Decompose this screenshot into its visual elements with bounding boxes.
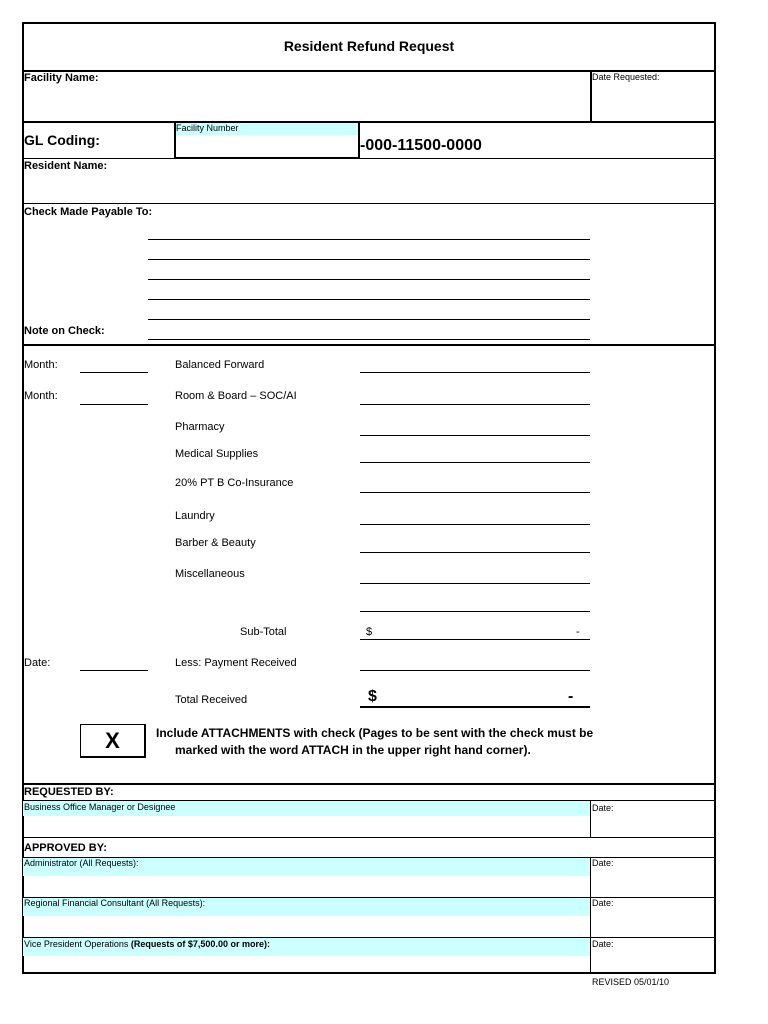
check-payable-label: Check Made Payable To: (24, 206, 153, 218)
month-field-2[interactable] (80, 404, 148, 405)
administrator-date-field[interactable] (594, 872, 712, 894)
charge-item-field[interactable] (360, 492, 590, 493)
requested-bottom (22, 837, 716, 838)
charges-divider (22, 783, 716, 785)
note-on-check-line[interactable] (148, 339, 590, 340)
resident-name-field[interactable] (24, 176, 712, 200)
payment-date-label: Date: (24, 657, 51, 669)
administrator-date-label: Date: (592, 858, 614, 868)
less-payment-field[interactable] (360, 670, 590, 671)
gl-divider (22, 158, 716, 159)
total-currency: $ (368, 688, 377, 705)
month-label-1: Month: (24, 359, 58, 371)
charge-item-field[interactable] (360, 552, 590, 553)
vp-label-text: Vice President Operations (24, 939, 131, 949)
frame-top (22, 22, 716, 24)
attachments-line-2: marked with the word ATTACH in the upper right hand corner). (175, 743, 531, 757)
charge-item-label: 20% PT B Co-Insurance (175, 477, 294, 489)
charge-item-field[interactable] (360, 462, 590, 463)
requested-signature-field[interactable] (24, 817, 586, 835)
gl-coding-label: GL Coding: (24, 132, 100, 148)
consultant-signature-field[interactable] (24, 917, 586, 935)
payee-line-1[interactable] (148, 239, 590, 240)
requested-heading: REQUESTED BY: (24, 786, 114, 798)
payee-line-2[interactable] (148, 259, 590, 260)
frame-bottom (22, 972, 716, 974)
facility-number-label: Facility Number (176, 123, 239, 133)
checkbox-mark: X (105, 727, 120, 753)
resident-name-label: Resident Name: (24, 160, 108, 172)
approved-date-divider (590, 857, 591, 973)
date-requested-field[interactable] (594, 86, 712, 118)
administrator-signature-field[interactable] (24, 877, 586, 895)
vp-date-field[interactable] (594, 953, 712, 971)
charge-item-label: Room & Board – SOC/AI (175, 390, 297, 402)
payee-line-3[interactable] (148, 279, 590, 280)
charge-item-label: Medical Supplies (175, 448, 259, 460)
consultant-date-label: Date: (592, 898, 614, 908)
requested-date-divider (590, 800, 591, 837)
less-payment-label: Less: Payment Received (175, 657, 297, 669)
charge-item-label: Balanced Forward (175, 359, 265, 371)
payee-line-5[interactable] (148, 319, 590, 320)
facility-number-left (174, 121, 176, 159)
consultant-date-field[interactable] (594, 912, 712, 934)
total-line (360, 706, 590, 708)
charge-item-label: Miscellaneous (175, 568, 245, 580)
charge-item-field[interactable] (360, 435, 590, 436)
requested-date-field[interactable] (594, 816, 712, 834)
payment-date-field[interactable] (80, 670, 148, 671)
charge-item-field[interactable] (360, 524, 590, 525)
administrator-label: Administrator (All Requests): (24, 858, 139, 868)
resident-divider (22, 203, 716, 204)
vp-threshold-text: (Requests of $7,500.00 or more): (130, 939, 270, 949)
note-on-check-label: Note on Check: (24, 325, 105, 337)
charge-item-label: Laundry (175, 510, 215, 522)
frame-right (714, 22, 716, 974)
total-value: - (568, 688, 574, 705)
charge-item-label: Pharmacy (175, 421, 225, 433)
month-field-1[interactable] (80, 372, 148, 373)
facility-name-label: Facility Name: (24, 72, 99, 84)
facility-name-field[interactable] (24, 86, 586, 118)
approved-heading: APPROVED BY: (24, 842, 107, 854)
total-label: Total Received (175, 694, 248, 706)
vp-signature-field[interactable] (24, 957, 586, 971)
requested-role-label: Business Office Manager or Designee (24, 802, 176, 812)
vp-date-label: Date: (592, 939, 614, 949)
gl-code: -000-11500-0000 (360, 137, 482, 154)
charge-item-label: Barber & Beauty (175, 537, 256, 549)
charge-item-field[interactable] (360, 372, 590, 373)
date-requested-label: Date Requested: (592, 72, 660, 82)
payee-line-4[interactable] (148, 299, 590, 300)
charge-item-field[interactable] (360, 583, 590, 584)
requested-date-label: Date: (592, 803, 614, 813)
consultant-label: Regional Financial Consultant (All Requests): (24, 898, 206, 908)
subtotal-currency: $ (366, 626, 373, 638)
vp-label (24, 939, 270, 949)
revised-label: REVISED 05/01/10 (592, 977, 670, 987)
check-divider (22, 344, 716, 346)
charge-blank-field[interactable] (360, 611, 590, 612)
charge-item-field[interactable] (360, 404, 590, 405)
subtotal-value: - (576, 626, 580, 638)
subtotal-label: Sub-Total (240, 626, 287, 638)
subtotal-line (360, 639, 590, 640)
attachments-line-1: Include ATTACHMENTS with check (Pages to be sent with the check must be (156, 726, 594, 740)
form-title: Resident Refund Request (283, 38, 455, 54)
facility-divider (22, 121, 716, 123)
attachments-checkbox[interactable] (80, 724, 146, 758)
facility-number-field[interactable] (176, 136, 356, 156)
month-label-2: Month: (24, 390, 58, 402)
